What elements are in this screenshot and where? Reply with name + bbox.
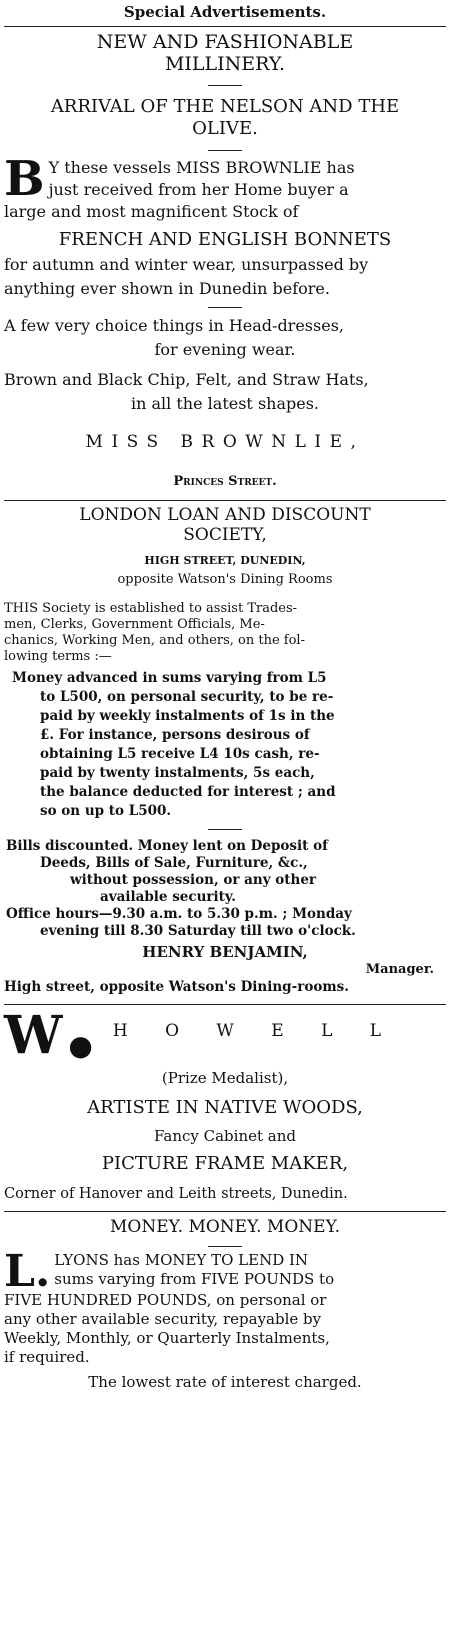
drop-cap: W xyxy=(4,1005,63,1066)
text-line: Money advanced in sums varying from L5 xyxy=(12,670,327,686)
short-divider xyxy=(208,150,242,151)
text-line: THIS Society is established to assist Trades- xyxy=(4,601,298,616)
ad-subtitle: OLIVE. xyxy=(192,118,258,139)
text-line: obtaining L5 receive L4 10s cash, re- xyxy=(40,746,320,762)
text-line: paid by weekly instalments of 1s in the xyxy=(40,708,335,724)
ad-headline: PICTURE FRAME MAKER, xyxy=(101,1153,349,1174)
ad-address: Princes Street. xyxy=(173,474,277,489)
text-line: available security. xyxy=(100,889,236,905)
ad-name: HOWELL xyxy=(112,1021,419,1041)
text-line: Brown and Black Chip, Felt, and Straw Hats, xyxy=(4,370,369,389)
ad-title: LONDON LOAN AND DISCOUNT xyxy=(79,505,371,525)
ad-name-row xyxy=(4,1005,446,1066)
text-line: if required. xyxy=(4,1348,90,1366)
ad-london-loan xyxy=(4,505,446,996)
text-line: Deeds, Bills of Sale, Furniture, &c., xyxy=(40,855,308,871)
text-line: FIVE HUNDRED POUNDS, on personal or xyxy=(4,1291,327,1309)
text-line: A few very choice things in Head-dresses, xyxy=(4,316,344,335)
text-line: Fancy Cabinet and xyxy=(154,1127,296,1145)
text-line: so on up to L500. xyxy=(40,803,172,819)
ad-howell xyxy=(4,1005,446,1205)
ad-brownlie xyxy=(4,31,446,492)
drop-cap: L. xyxy=(4,1246,51,1297)
ad-title: MONEY. MONEY. MONEY. xyxy=(110,1217,340,1237)
text-line: Weekly, Monthly, or Quarterly Instalments, xyxy=(4,1329,330,1347)
divider xyxy=(4,500,446,501)
text-line: for evening wear. xyxy=(154,340,296,359)
ad-address: High street, opposite Watson's Dining-rooms. xyxy=(4,979,349,995)
ad-lyons xyxy=(4,1216,446,1392)
ad-signature: HENRY BENJAMIN, xyxy=(142,943,308,961)
ad-signature: MISS BROWNLIE, xyxy=(85,432,365,452)
text-line: anything ever shown in Dunedin before. xyxy=(4,279,330,298)
ad-body xyxy=(4,669,446,821)
divider xyxy=(4,1004,446,1005)
short-divider xyxy=(208,1246,242,1247)
ad-body xyxy=(4,314,446,416)
text-line: The lowest rate of interest charged. xyxy=(88,1373,362,1391)
text-line: just received from her Home buyer a xyxy=(48,180,349,199)
ad-title: NEW AND FASHIONABLE xyxy=(96,31,354,53)
text-line: (Prize Medalist), xyxy=(161,1069,289,1087)
text-line: chanics, Working Men, and others, on the fol- xyxy=(4,633,305,648)
text-line: LYONS has MONEY TO LEND IN xyxy=(54,1251,309,1269)
ad-body xyxy=(4,151,446,223)
text-line: without possession, or any other xyxy=(70,872,317,888)
text-line: lowing terms :— xyxy=(4,649,112,664)
text-line: £. For instance, persons desirous of xyxy=(40,727,310,743)
ad-address: Corner of Hanover and Leith streets, Dunedin. xyxy=(4,1186,348,1202)
text-line: to L500, on personal security, to be re- xyxy=(40,689,334,705)
ad-address: HIGH STREET, DUNEDIN, xyxy=(144,554,306,567)
ad-role: Manager. xyxy=(365,962,434,977)
text-line: men, Clerks, Government Officials, Me- xyxy=(4,617,265,632)
ad-title: SOCIETY, xyxy=(183,525,267,545)
section-header: Special Advertisements. xyxy=(123,3,327,21)
ad-body xyxy=(4,838,446,940)
text-line: any other available security, repayable by xyxy=(4,1310,322,1328)
text-line: large and most magnificent Stock of xyxy=(4,202,299,221)
text-line: sums varying from FIVE POUNDS to xyxy=(54,1270,335,1288)
divider xyxy=(4,26,446,27)
text-line: evening till 8.30 Saturday till two o'clock. xyxy=(40,923,356,939)
text-line: for autumn and winter wear, unsurpassed by xyxy=(4,255,369,274)
short-divider xyxy=(208,85,242,86)
ad-title: MILLINERY. xyxy=(164,53,286,75)
text-line: the balance deducted for interest ; and xyxy=(40,784,336,800)
text-line: Bills discounted. Money lent on Deposit of xyxy=(6,838,328,854)
ad-body xyxy=(4,601,446,665)
text-line: Y these vessels MISS BROWNLIE has xyxy=(48,158,355,177)
text-line: Office hours—9.30 a.m. to 5.30 p.m. ; Monday xyxy=(6,906,352,922)
text-line: in all the latest shapes. xyxy=(131,394,319,413)
short-divider xyxy=(208,829,242,830)
bullet: ● xyxy=(68,1029,93,1062)
ad-body xyxy=(4,253,446,301)
ad-headline: ARTISTE IN NATIVE WOODS, xyxy=(87,1097,363,1118)
drop-cap: B xyxy=(4,151,45,207)
ad-address: opposite Watson's Dining Rooms xyxy=(117,572,333,587)
newspaper-column xyxy=(0,2,450,1637)
ad-headline: FRENCH AND ENGLISH BONNETS xyxy=(58,229,392,250)
ad-subtitle: ARRIVAL OF THE NELSON AND THE xyxy=(50,96,400,117)
short-divider xyxy=(208,307,242,308)
ad-body xyxy=(4,1246,446,1392)
divider xyxy=(4,1211,446,1212)
text-line: paid by twenty instalments, 5s each, xyxy=(40,765,315,781)
